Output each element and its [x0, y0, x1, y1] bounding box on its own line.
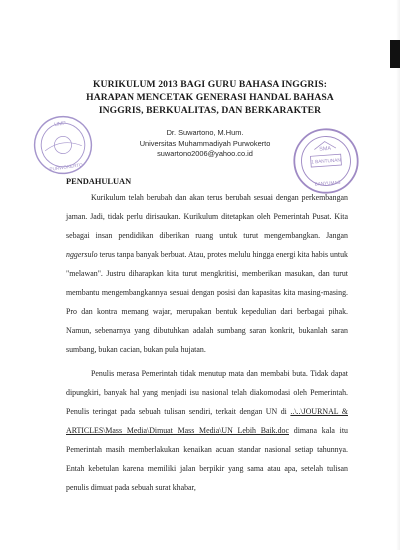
- paragraph-1-text-start: Kurikulum telah berubah dan akan terus berubah sesuai dengan perkembangan jaman. Jadi, tidak perlu dirisaukan. Kurikulum ditetapkan oleh Pemerintah Pusat. Kita sebagai insan pendidikan diberikan ruang untuk turut mengembangkan. Jangan: [66, 193, 348, 240]
- stamp-right-middle-text: 1 BANTUNAN: [311, 157, 341, 165]
- stamp-right-top-text: SMA: [319, 145, 332, 153]
- paragraph-1-text-end: terus tanpa banyak berbuat. Atau, protes melulu hingga energi kita habis untuk "melawan". Justru diharapkan kita turut mengkritisi, memberikan masukan, dan turut membantu mengembangkannya sesuai dengan posisi dan kapasitas kita masing-masing. Pro dan kontra memang wajar, merupakan bentuk kepedulian dari berbagai pihak. Namun, sebenarnya yang dibutuhkan adalah sumbang saran konkrit, bukanlah saran sumbang, bukan cacian, bukan pula hujatan.: [66, 250, 348, 354]
- author-information: [110, 128, 300, 160]
- introduction-heading: PENDAHULUAN: [66, 177, 132, 186]
- scan-edge-mark: [390, 40, 400, 68]
- article-title-line-2: HARAPAN MENCETAK GENERASI HANDAL BAHASA: [86, 92, 334, 103]
- author-institution: Universitas Muhammadiyah Purwokerto: [139, 138, 271, 148]
- introduction-paragraph-2: [66, 364, 348, 497]
- paragraph-2-text-end: dimana kala itu Pemerintah masih memberlakukan kenaikan acuan standar nasional setiap tahunnya. Entah kebetulan karena memiliki jalan berpikir yang sama atau apa, setelah tulisan penulis dimuat pada sebuah surat khabar,: [66, 426, 348, 492]
- nggersulo-term: nggersulo: [66, 250, 98, 259]
- article-title-line-3: INGGRIS, BERKUALITAS, DAN BERKARAKTER: [98, 105, 322, 116]
- linked-file-path[interactable]: ..\..\JOURNAL & ARTICLES\Mass Media\Dimuat Mass Media\UN Lebih Baik.doc: [66, 407, 348, 435]
- stamp-left-bottom-text: PURWOKERTO: [49, 162, 83, 172]
- article-title: [58, 78, 362, 117]
- university-stamp-left: [26, 108, 101, 183]
- scan-edge-shadow: [396, 0, 400, 550]
- paragraph-2-text-start: Penulis merasa Pemerintah tidak menutup mata dan membabi buta. Tidak dapat dipungkiri, banyak hal yang menjadi isu nasional telah diakomodasi oleh Pemerintah. Penulis teringat pada sebuah tulisan sendiri, terkait dengan UN di: [66, 369, 348, 416]
- author-email: suwartono2006@yahoo.co.id: [157, 149, 253, 159]
- introduction-body: [66, 188, 348, 497]
- author-name: Dr. Suwartono, M.Hum.: [166, 128, 244, 137]
- article-title-line-1: KURIKULUM 2013 BAGI GURU BAHASA INGGRIS:: [92, 79, 327, 90]
- introduction-paragraph-1: [66, 188, 348, 359]
- stamp-right-bottom-text: BANYUMAS: [314, 179, 341, 187]
- stamp-left-top-text: UMP: [53, 120, 67, 129]
